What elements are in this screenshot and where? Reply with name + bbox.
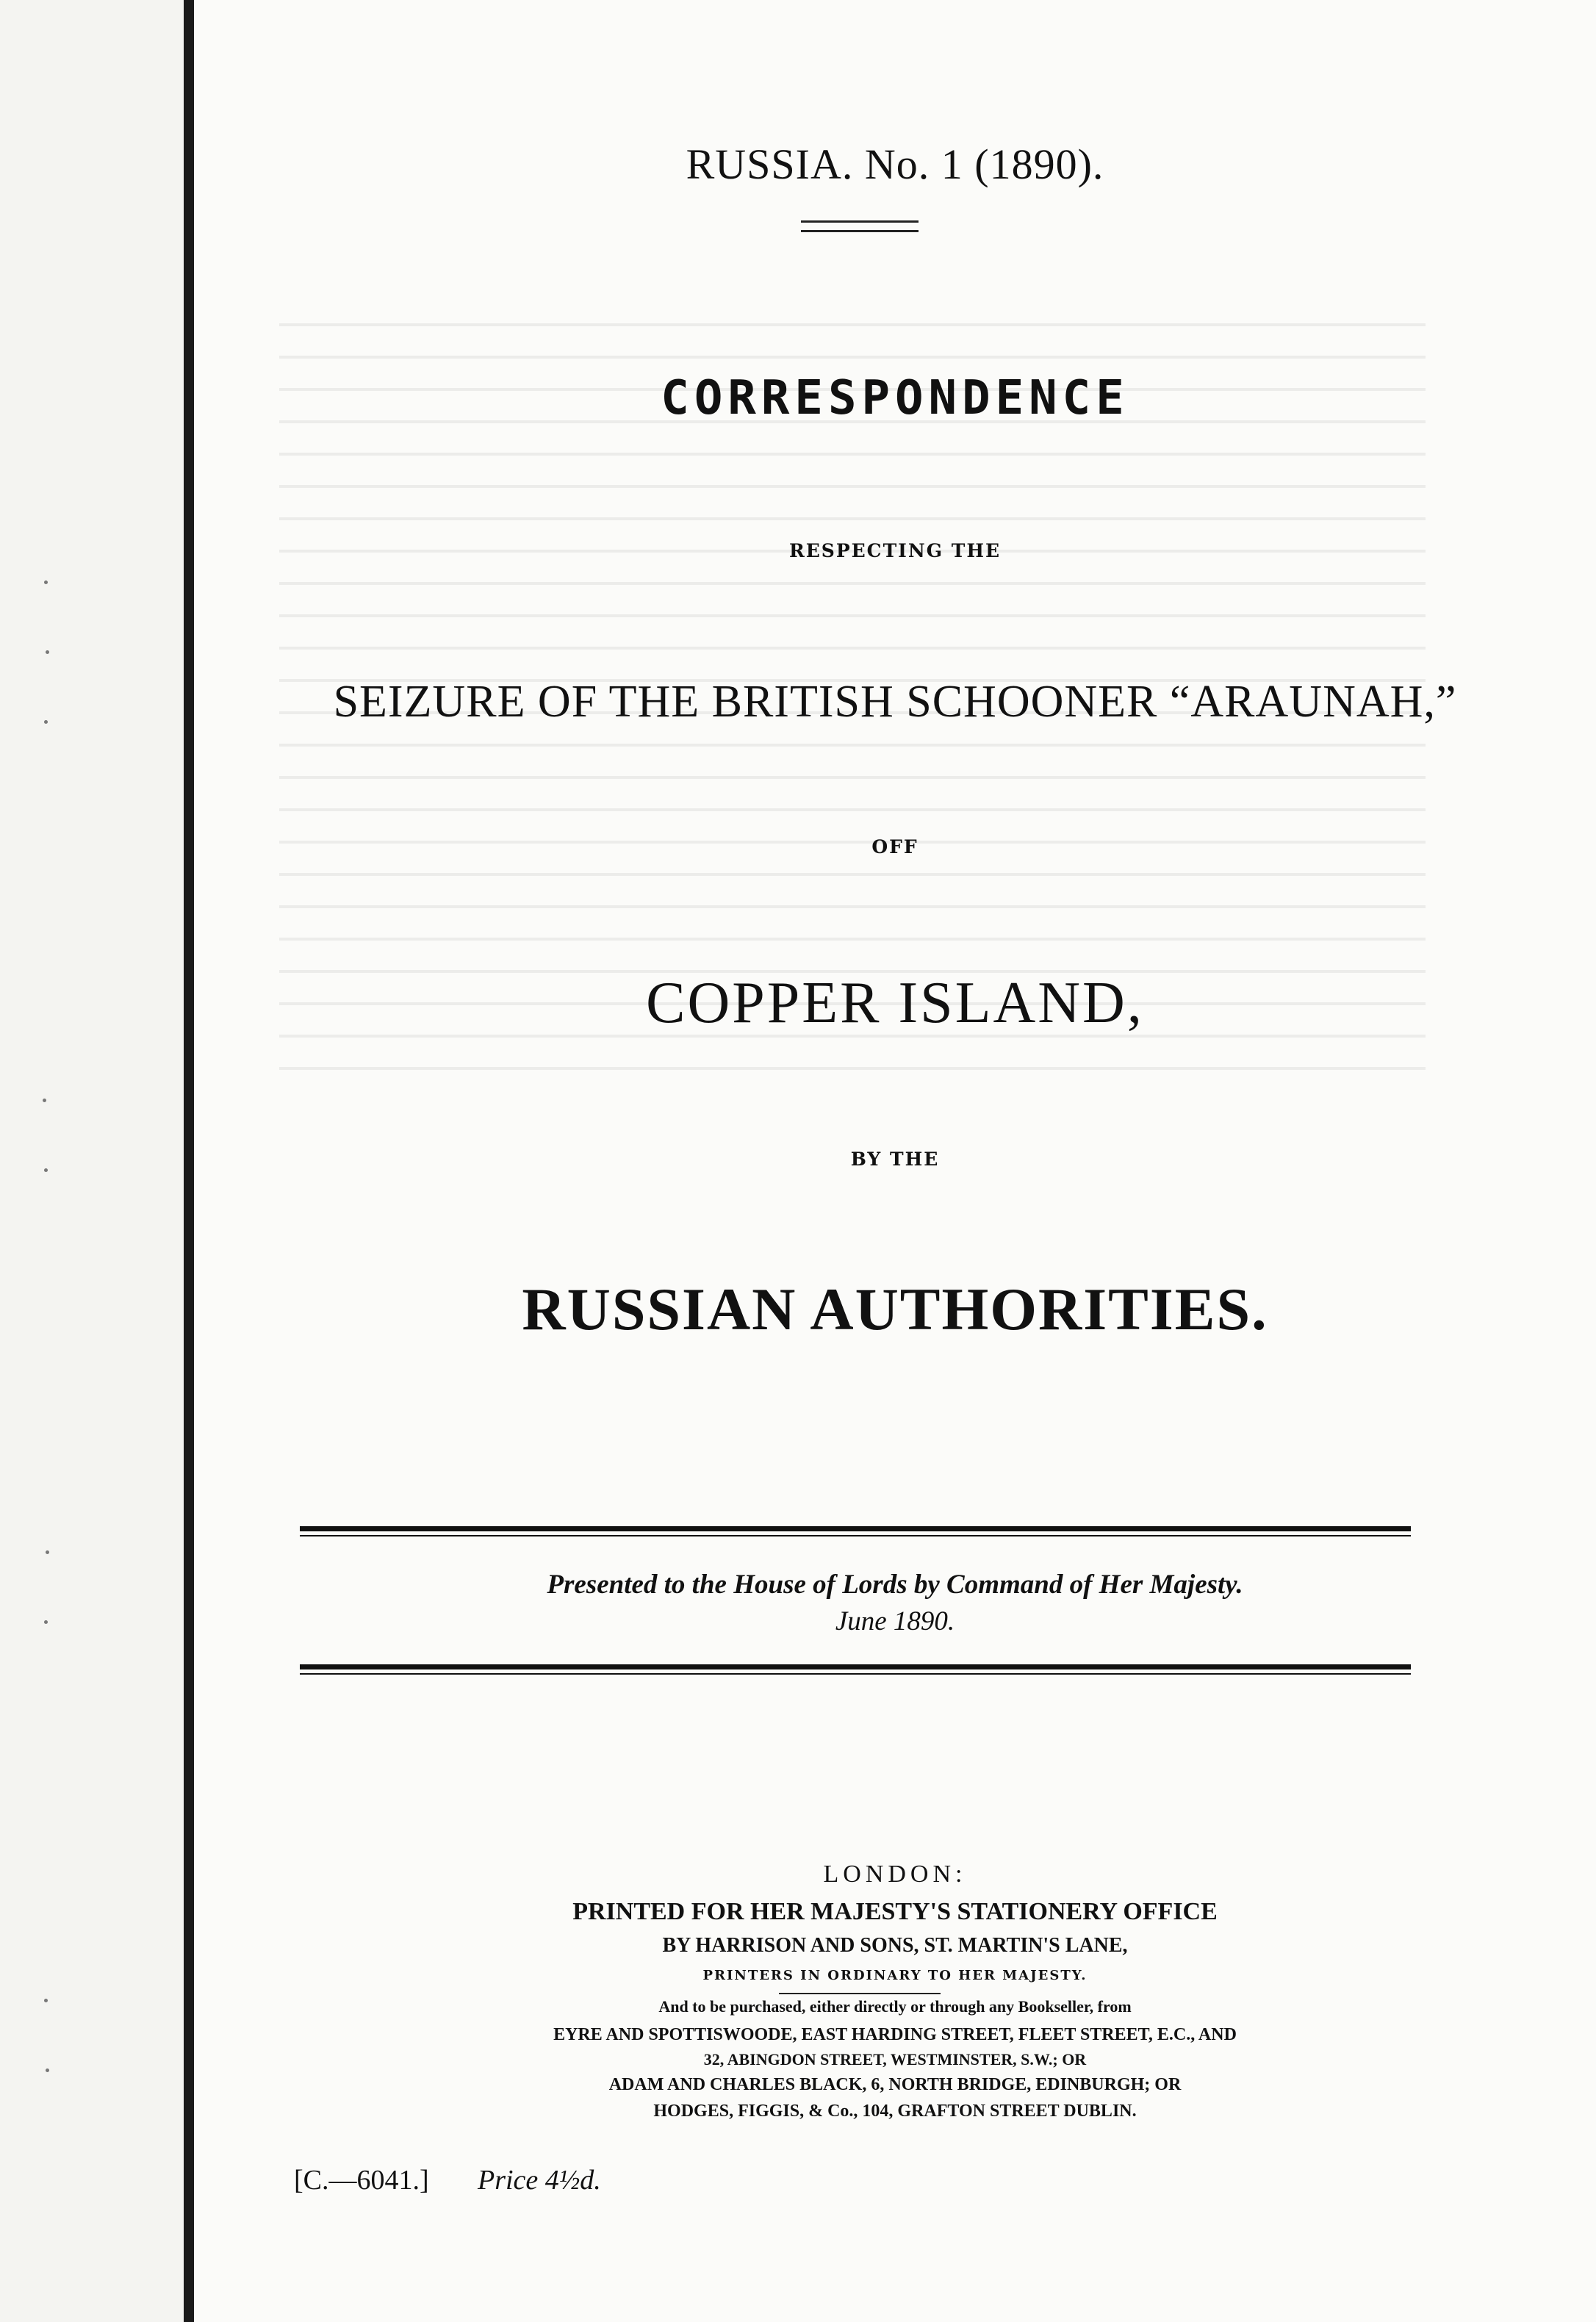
imprint-printer-name: BY HARRISON AND SONS, ST. MARTIN'S LANE,	[662, 1934, 1128, 1957]
margin-speck	[46, 1550, 49, 1554]
imprint-printer-role: PRINTERS IN ORDINARY TO HER MAJESTY.	[702, 1968, 1088, 1983]
margin-speck	[44, 1168, 48, 1172]
off-line: OFF	[871, 836, 919, 858]
by-line: BY THE	[850, 1149, 940, 1170]
margin-speck	[46, 650, 49, 654]
price-label: Price 4½d.	[478, 2165, 601, 2196]
sale-bookseller-1: EYRE AND SPOTTISWOODE, EAST HARDING STREET, FLEET STREET, E.C., AND	[553, 2025, 1237, 2044]
margin-speck	[46, 2068, 49, 2072]
imprint-city: LONDON:	[823, 1861, 967, 1888]
document-title: CORRESPONDENCE	[661, 371, 1129, 425]
series-heading: RUSSIA. No. 1 (1890).	[686, 140, 1104, 188]
sale-intro: And to be purchased, either directly or through any Bookseller, from	[658, 1997, 1132, 2016]
presentation-date: June 1890.	[835, 1606, 955, 1636]
command-paper-number: [C.—6041.]	[294, 2165, 429, 2196]
authority-line: RUSSIAN AUTHORITIES.	[522, 1276, 1268, 1342]
sale-bookseller-2: ADAM AND CHARLES BLACK, 6, NORTH BRIDGE, EDINBURGH; OR	[608, 2075, 1182, 2094]
margin-speck	[44, 1999, 48, 2002]
subject-line: SEIZURE OF THE BRITISH SCHOONER “ARAUNAH,”	[333, 677, 1457, 727]
lower-double-rule	[300, 1664, 1411, 1675]
left-page-margin	[0, 0, 184, 2322]
respecting-line: RESPECTING THE	[788, 540, 1002, 561]
sale-bookseller-3: HODGES, FIGGIS, & Co., 104, GRAFTON STREET DUBLIN.	[653, 2102, 1137, 2121]
imprint-printer-line: PRINTED FOR HER MAJESTY'S STATIONERY OFFICE	[572, 1898, 1218, 1925]
margin-speck	[44, 720, 48, 724]
margin-speck	[44, 1620, 48, 1624]
margin-speck	[44, 580, 48, 584]
margin-speck	[43, 1099, 46, 1102]
upper-double-rule	[300, 1526, 1411, 1536]
page-binding-edge	[184, 0, 194, 2322]
sale-bookseller-1-address: 32, ABINGDON STREET, WESTMINSTER, S.W.; OR	[703, 2050, 1087, 2068]
place-line: COPPER ISLAND,	[646, 971, 1144, 1035]
presentation-line: Presented to the House of Lords by Command of Her Majesty.	[547, 1570, 1243, 1600]
heading-divider	[801, 220, 919, 232]
imprint-divider	[779, 1993, 941, 1994]
